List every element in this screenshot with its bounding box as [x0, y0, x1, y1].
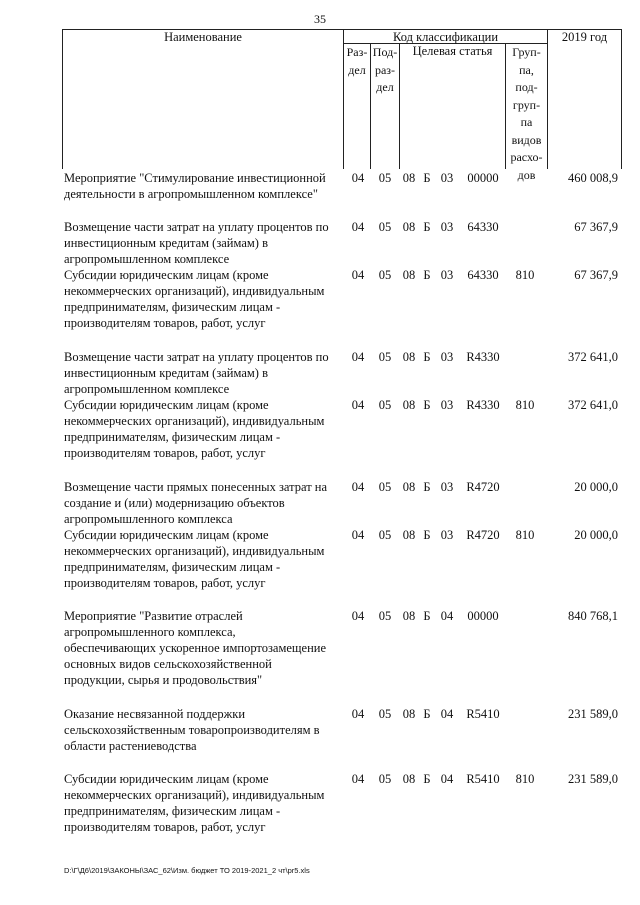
row-target-2: Б [423, 268, 431, 282]
row-amount: 840 768,1 [568, 609, 618, 623]
row-podrazdel: 05 [378, 268, 392, 282]
row-podrazdel: 05 [378, 609, 392, 623]
row-target-1: 08 [402, 528, 416, 542]
row-target-2: Б [423, 707, 431, 721]
row-amount: 372 641,0 [568, 350, 618, 364]
row-target-4: 00000 [467, 609, 499, 623]
row-vid: 810 [515, 528, 535, 542]
row-target-3: 03 [440, 480, 454, 494]
row-target-4: R4720 [466, 480, 500, 494]
row-target-3: 03 [440, 171, 454, 185]
row-target-4: R5410 [466, 772, 500, 786]
row-podrazdel: 05 [378, 772, 392, 786]
row-target-3: 03 [440, 528, 454, 542]
row-razdel: 04 [351, 707, 365, 721]
row-target-3: 03 [440, 350, 454, 364]
header-code: Код классификации [392, 30, 499, 44]
row-name: Возмещение части прямых понесенных затрат на создание и (или) модернизацию объектов агропромышленного комплекса [64, 480, 328, 526]
row-target-3: 04 [440, 707, 454, 721]
row-name: Мероприятие "Стимулирование инвестиционной деятельности в агропромышленном комплексе" [64, 171, 326, 201]
row-amount: 372 641,0 [568, 398, 618, 412]
row-target-4: R4330 [466, 350, 500, 364]
row-target-2: Б [423, 772, 431, 786]
header-name: Наименование [164, 30, 242, 44]
row-amount: 20 000,0 [574, 480, 618, 494]
row-target-2: Б [423, 220, 431, 234]
row-name: Субсидии юридическим лицам (кроме некоммерческих организаций), индивидуальным предпринимателям, физическим лицам - производителям товаров, работ, услуг [64, 772, 325, 834]
row-amount: 460 008,9 [568, 171, 618, 185]
row-podrazdel: 05 [378, 171, 392, 185]
row-razdel: 04 [351, 350, 365, 364]
header-razdel: Раз- дел [346, 45, 368, 77]
row-target-1: 08 [402, 480, 416, 494]
row-target-2: Б [423, 350, 431, 364]
row-target-3: 04 [440, 772, 454, 786]
row-name: Возмещение части затрат на уплату процентов по инвестиционным кредитам (займам) в агропромышленном комплексе [64, 220, 329, 266]
row-razdel: 04 [351, 609, 365, 623]
row-podrazdel: 05 [378, 480, 392, 494]
row-name: Субсидии юридическим лицам (кроме некоммерческих организаций), индивидуальным предпринимателям, физическим лицам - производителям товаров, работ, услуг [64, 528, 325, 590]
page-number: 35 [314, 12, 326, 26]
row-podrazdel: 05 [378, 707, 392, 721]
row-name: Оказание несвязанной поддержки сельскохозяйственным товаропроизводителям в области растениеводства [64, 707, 320, 753]
row-amount: 231 589,0 [568, 772, 618, 786]
row-target-4: R5410 [466, 707, 500, 721]
row-razdel: 04 [351, 398, 365, 412]
header-group: Груп- па, под- груп- па видов расхо- дов [510, 45, 543, 182]
row-podrazdel: 05 [378, 398, 392, 412]
row-target-2: Б [423, 171, 431, 185]
row-target-4: 64330 [467, 220, 499, 234]
row-target-1: 08 [402, 350, 416, 364]
row-vid: 810 [515, 268, 535, 282]
row-amount: 67 367,9 [574, 220, 618, 234]
row-target-4: 64330 [467, 268, 499, 282]
row-podrazdel: 05 [378, 528, 392, 542]
row-target-3: 03 [440, 220, 454, 234]
row-name: Субсидии юридическим лицам (кроме некоммерческих организаций), индивидуальным предпринимателям, физическим лицам - производителям товаров, работ, услуг [64, 268, 325, 330]
row-target-4: R4330 [466, 398, 500, 412]
footer-file-path: D:\Г\Д6\2019\ЗАКОНЫ\ЗАС_62\Изм. бюджет ТО 2019-2021_2 чт\pr5.xls [64, 866, 310, 875]
row-target-2: Б [423, 528, 431, 542]
row-target-1: 08 [402, 268, 416, 282]
row-podrazdel: 05 [378, 350, 392, 364]
row-amount: 231 589,0 [568, 707, 618, 721]
header-year: 2019 год [561, 30, 608, 44]
row-target-1: 08 [402, 398, 416, 412]
row-razdel: 04 [351, 772, 365, 786]
row-vid: 810 [515, 398, 535, 412]
row-target-1: 08 [402, 220, 416, 234]
row-razdel: 04 [351, 220, 365, 234]
row-target-3: 03 [440, 268, 454, 282]
header-target: Целевая статья [412, 44, 493, 58]
row-target-1: 08 [402, 772, 416, 786]
row-target-2: Б [423, 480, 431, 494]
row-name: Возмещение части затрат на уплату процентов по инвестиционным кредитам (займам) в агропромышленном комплексе [64, 350, 329, 396]
row-razdel: 04 [351, 480, 365, 494]
row-target-1: 08 [402, 609, 416, 623]
row-razdel: 04 [351, 268, 365, 282]
row-target-3: 03 [440, 398, 454, 412]
row-target-4: R4720 [466, 528, 500, 542]
row-target-3: 04 [440, 609, 454, 623]
row-amount: 20 000,0 [574, 528, 618, 542]
row-target-4: 00000 [467, 171, 499, 185]
row-razdel: 04 [351, 528, 365, 542]
row-name: Мероприятие "Развитие отраслей агропромышленного комплекса, обеспечивающих ускоренное импортозамещение основных видов сельскохозяйственной продукции, сырья и продовольствия" [64, 609, 327, 687]
row-target-2: Б [423, 609, 431, 623]
row-name: Субсидии юридическим лицам (кроме некоммерческих организаций), индивидуальным предпринимателям, физическим лицам - производителям товаров, работ, услуг [64, 398, 325, 460]
row-target-1: 08 [402, 707, 416, 721]
row-target-1: 08 [402, 171, 416, 185]
row-razdel: 04 [351, 171, 365, 185]
row-target-2: Б [423, 398, 431, 412]
header-podrazdel: Под- раз- дел [372, 45, 398, 94]
row-amount: 67 367,9 [574, 268, 618, 282]
row-podrazdel: 05 [378, 220, 392, 234]
row-vid: 810 [515, 772, 535, 786]
